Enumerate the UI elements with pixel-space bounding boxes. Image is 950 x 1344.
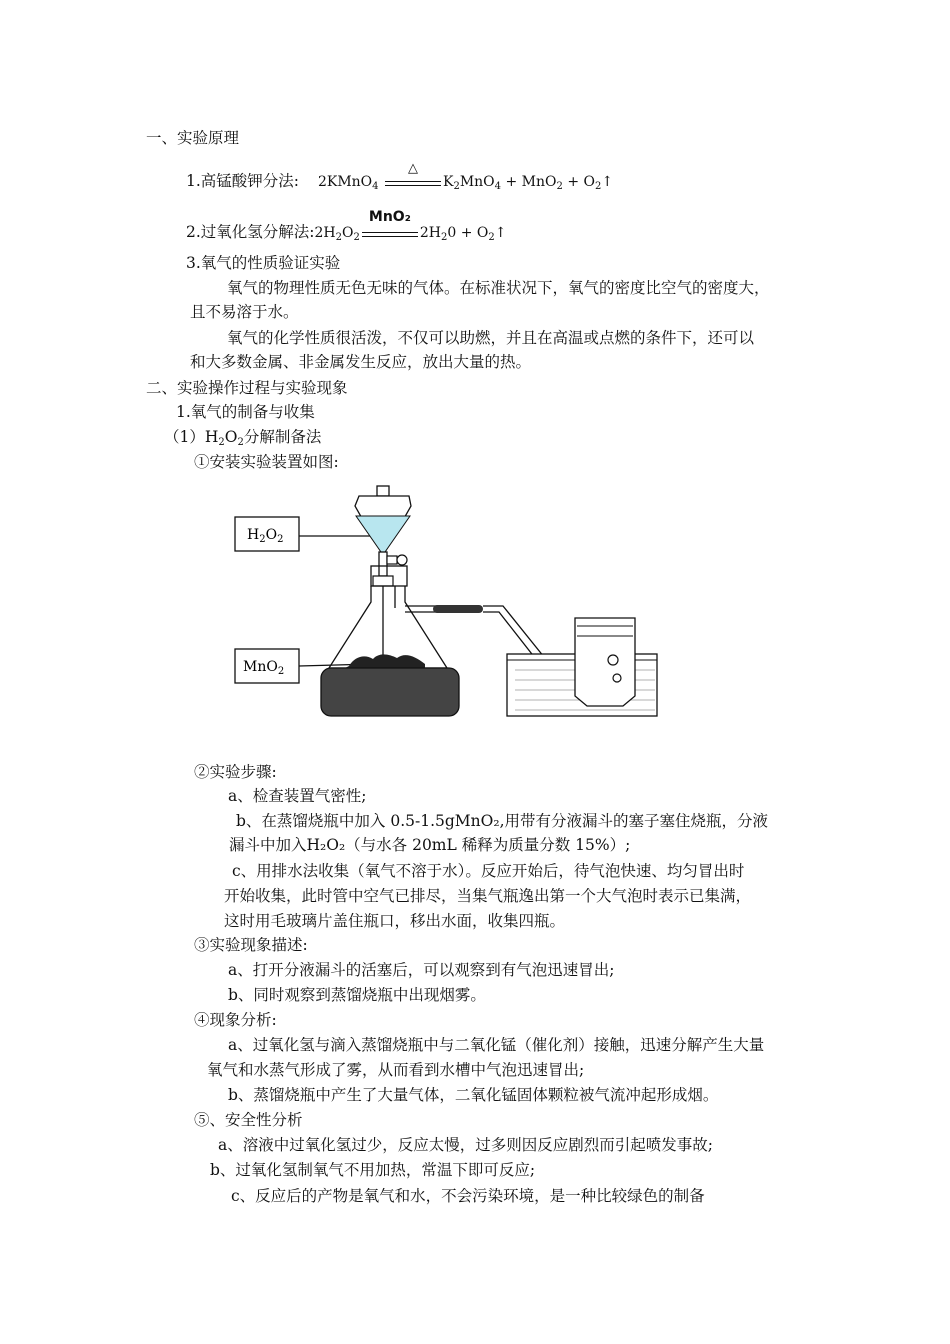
safety-a: a、溶液中过氧化氢过少，反应太慢，过多则因反应剧烈而引起喷发事故; bbox=[218, 1136, 713, 1154]
reaction-arrow bbox=[385, 161, 441, 189]
equation-kmno4: 1.高锰酸钾分法: 2KMnO$_4$ △ $K_2MnO_4 + MnO_2$ + $O_2↑$ bbox=[186, 161, 614, 192]
analysis-a: a、过氧化氢与滴入蒸馏烧瓶中与二氧化锰（催化剂）接触，迅速分解产生大量 bbox=[228, 1036, 765, 1054]
bubble-icon bbox=[613, 674, 621, 682]
step-a: a、检查装置气密性; bbox=[228, 787, 367, 805]
phenomena-title: ③实验现象描述: bbox=[194, 936, 308, 954]
equation-label: 2.过氧化氢分解法: bbox=[186, 223, 315, 241]
reaction-arrow bbox=[362, 209, 418, 240]
safety-b: b、过氧化氢制氧气不用加热，常温下即可反应; bbox=[210, 1161, 536, 1179]
step-c-cont1: 开始收集，此时管中空气已排尽，当集气瓶逸出第一个大气泡时表示已集满， bbox=[224, 887, 752, 905]
gas-arrow-icon: ↑ bbox=[494, 225, 507, 241]
apparatus-diagram bbox=[225, 478, 665, 740]
bubble-icon bbox=[608, 655, 618, 665]
safety-c: c、反应后的产物是氧气和水，不会污染环境，是一种比较绿色的制备 bbox=[231, 1187, 705, 1205]
paragraph-physical: 氧气的物理性质无色无味的气体。在标准状况下，氧气的密度比空气的密度大， bbox=[227, 279, 770, 297]
subsection-method: $(1)H_2O_2$分解制备法 bbox=[164, 428, 322, 448]
item-property-title: 3.氧气的性质验证实验 bbox=[186, 254, 341, 272]
step-b: b、在蒸馏烧瓶中加入 0.5-1.5gMnO₂,用带有分液漏斗的塞子塞住烧瓶，分液 bbox=[236, 812, 769, 830]
mno2-solid bbox=[345, 654, 425, 668]
step-c: c、用排水法收集（氧气不溶于水）。反应开始后，待气泡快速、均匀冒出时 bbox=[232, 862, 745, 880]
heat-condition: △ bbox=[407, 161, 418, 176]
step-c-cont2: 这时用毛玻璃片盖住瓶口，移出水面，收集四瓶。 bbox=[224, 912, 566, 930]
analysis-a-cont: 氧气和水蒸气形成了雾，从而看到水槽中气泡迅速冒出; bbox=[207, 1061, 585, 1079]
step-setup-title: ①安装实验装置如图: bbox=[194, 453, 339, 471]
stopcock bbox=[387, 556, 397, 564]
label-h2o2: $H_2O_2$ bbox=[247, 527, 284, 545]
equation-h2o2: 2.过氧化氢分解法$:2H_2O_2$ MnO₂ $2H_20$ + $O_2↑$ bbox=[186, 209, 507, 243]
section-title-procedure: 二、实验操作过程与实验现象 bbox=[146, 379, 348, 397]
safety-title: ⑤、安全性分析 bbox=[194, 1111, 303, 1129]
subsection-title: 1.氧气的制备与收集 bbox=[176, 403, 315, 421]
gas-arrow-icon: ↑ bbox=[601, 174, 614, 190]
phenomena-a: a、打开分液漏斗的活塞后，可以观察到有气泡迅速冒出; bbox=[228, 961, 615, 979]
phenomena-b: b、同时观察到蒸馏烧瓶中出现烟雾。 bbox=[228, 986, 486, 1004]
section-title-principle: 一、实验原理 bbox=[146, 129, 240, 147]
catalyst-condition: MnO₂ bbox=[368, 209, 411, 225]
gas-collection-bottle bbox=[575, 618, 635, 706]
equation-label: 1.高锰酸钾分法: bbox=[186, 172, 300, 190]
step-b-cont: 漏斗中加入H₂O₂（与水各 20mL 稀释为质量分数 15%）; bbox=[229, 836, 631, 854]
step-procedure-title: ②实验步骤: bbox=[194, 763, 277, 781]
paragraph-chemical: 氧气的化学性质很活泼，不仅可以助燃，并且在高温或点燃的条件下，还可以 bbox=[227, 329, 755, 347]
base-stand bbox=[321, 668, 459, 716]
separatory-funnel bbox=[355, 486, 411, 664]
funnel-liquid bbox=[356, 516, 410, 552]
paragraph-physical-cont: 且不易溶于水。 bbox=[190, 303, 299, 321]
analysis-b: b、蒸馏烧瓶中产生了大量气体，二氧化锰固体颗粒被气流冲起形成烟。 bbox=[228, 1086, 719, 1104]
analysis-title: ④现象分析: bbox=[194, 1011, 277, 1029]
label-mno2: MnO$_2$ bbox=[243, 659, 285, 677]
paragraph-chemical-cont: 和大多数金属、非金属发生反应，放出大量的热。 bbox=[190, 353, 532, 371]
